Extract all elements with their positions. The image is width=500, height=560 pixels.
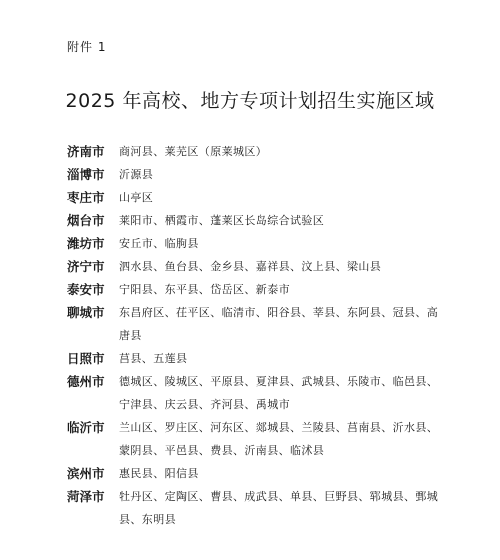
- region-row: [67, 485, 487, 531]
- area-list: 商河县、莱芜区（原莱城区）: [119, 145, 268, 158]
- region-row: [67, 347, 487, 370]
- area-list: 惠民县、阳信县: [119, 467, 199, 480]
- region-row: [67, 370, 487, 416]
- region-list: [67, 140, 487, 531]
- region-row: [67, 232, 487, 255]
- attachment-label: 附件 1: [67, 40, 107, 54]
- region-row: [67, 163, 487, 186]
- area-list: 宁阳县、东平县、岱岳区、新泰市: [119, 283, 290, 296]
- region-row: [67, 301, 487, 347]
- city-name: 淄博市: [67, 167, 105, 182]
- area-list: 安丘市、临朐县: [119, 237, 199, 250]
- city-name: 枣庄市: [67, 190, 105, 205]
- city-name: 潍坊市: [67, 236, 105, 251]
- city-name: 日照市: [67, 351, 105, 366]
- area-list: 东昌府区、茌平区、临清市、阳谷县、莘县、东阿县、冠县、高唐县: [119, 306, 439, 342]
- city-name: 德州市: [67, 374, 105, 389]
- region-row: [67, 278, 487, 301]
- region-row: [67, 209, 487, 232]
- document-title: 2025 年高校、地方专项计划招生实施区域: [65, 90, 435, 112]
- region-row: [67, 186, 487, 209]
- region-row: [67, 140, 487, 163]
- city-name: 济宁市: [67, 259, 105, 274]
- area-list: 兰山区、罗庄区、河东区、郯城县、兰陵县、莒南县、沂水县、蒙阴县、平邑县、费县、沂南县、临沭县: [119, 421, 439, 457]
- region-row: [67, 462, 487, 485]
- area-list: 莱阳市、栖霞市、蓬莱区长岛综合试验区: [119, 214, 325, 227]
- area-list: 莒县、五莲县: [119, 352, 188, 365]
- city-name: 泰安市: [67, 282, 105, 297]
- region-row: [67, 416, 487, 462]
- area-list: 山亭区: [119, 191, 154, 204]
- city-name: 济南市: [67, 144, 105, 159]
- city-name: 滨州市: [67, 466, 105, 481]
- area-list: 牡丹区、定陶区、曹县、成武县、单县、巨野县、郓城县、鄄城县、东明县: [119, 490, 439, 526]
- area-list: 沂源县: [119, 168, 154, 181]
- city-name: 菏泽市: [67, 489, 105, 504]
- area-list: 泗水县、鱼台县、金乡县、嘉祥县、汶上县、梁山县: [119, 260, 382, 273]
- city-name: 临沂市: [67, 420, 105, 435]
- city-name: 烟台市: [67, 213, 105, 228]
- city-name: 聊城市: [67, 305, 105, 320]
- area-list: 德城区、陵城区、平原县、夏津县、武城县、乐陵市、临邑县、宁津县、庆云县、齐河县、禹城市: [119, 375, 439, 411]
- region-row: [67, 255, 487, 278]
